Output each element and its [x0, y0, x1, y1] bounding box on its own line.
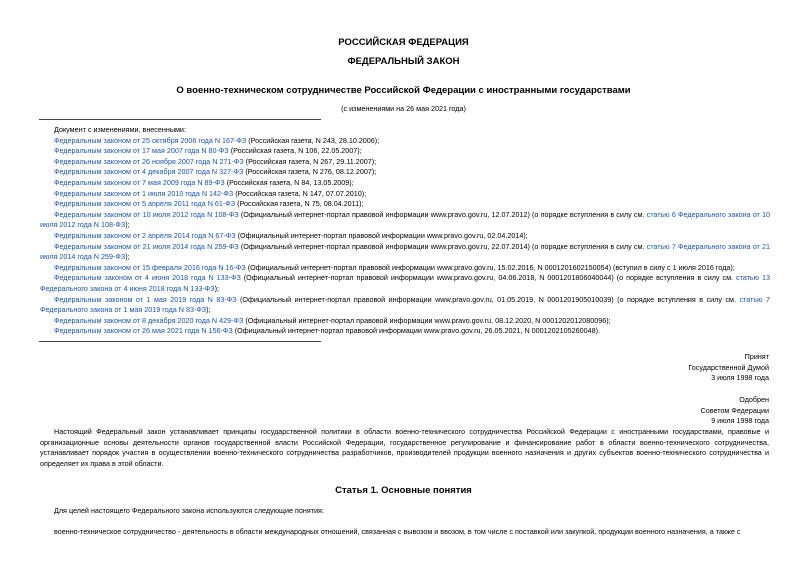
- amendment-link[interactable]: Федеральным законом от 7 мая 2009 года N 89-ФЗ: [54, 177, 225, 187]
- amendment-link[interactable]: Федеральным законом от 4 июня 2018 года N 133-ФЗ: [54, 273, 241, 283]
- amendment-link[interactable]: Федеральным законом от 26 ноября 2007 года N 271-ФЗ: [54, 156, 244, 166]
- law-type-heading: ФЕДЕРАЛЬНЫЙ ЗАКОН: [347, 56, 460, 67]
- amendment-source: (Российская газета, N 84, 13.05.2009);: [224, 177, 354, 187]
- changes-intro: Документ с изменениями, внесенными:: [54, 125, 186, 134]
- amendment-link[interactable]: Федеральным законом от 25 октября 2006 года N 167-ФЗ: [54, 135, 247, 145]
- approved-date: 9 июля 1998 года: [711, 416, 769, 426]
- article-ref-link[interactable]: статью 7 Федерального закона от 1 мая 2019 года N 83-ФЗ: [40, 294, 770, 315]
- amendment-source: (Официальный интернет-портал правовой информации www.pravo.gov.ru, 15.02.2016, N 0001201602150054) (вступил в силу с 1 июля 2016 года);: [245, 262, 735, 272]
- change-item: [40, 167, 770, 178]
- amendment-source: (Российская газета, N 267, 29.11.2007);: [243, 156, 377, 166]
- change-item: [40, 326, 770, 337]
- change-item: [40, 316, 770, 327]
- amendment-source: (Российская газета, N 276, 08.12.2007);: [243, 167, 377, 177]
- amendment-source: (Российская газета, N 106, 22.05.2007);: [228, 146, 362, 156]
- amendment-source: (Официальный интернет-портал правовой информации www.pravo.gov.ru, 08.12.2020, N 0001202012080096);: [243, 315, 611, 325]
- article-paragraph-1: Для целей настоящего Федерального закона используются следующие понятия:: [54, 506, 324, 515]
- amendment-link[interactable]: Федеральным законом от 8 декабря 2020 года N 429-ФЗ: [54, 315, 244, 325]
- change-item: [40, 178, 770, 189]
- adoption-duma: [688, 352, 769, 384]
- amendment-source: (Российская газета, N 243, 28.10.2006);: [246, 135, 380, 145]
- amendment-source: (Официальный интернет-портал правовой информации www.pravo.gov.ru, 12.07.2012) (о порядке вступления в силу см.: [238, 209, 647, 219]
- amendment-link[interactable]: Федеральным законом от 26 мая 2021 года N 156-ФЗ: [54, 326, 233, 336]
- approved-label: Одобрен: [739, 395, 769, 404]
- amendment-source: (Российская газета, N 147, 07.07.2010);: [233, 188, 367, 198]
- amendment-link[interactable]: Федеральным законом от 15 февраля 2016 года N 16-ФЗ: [54, 262, 246, 272]
- change-item: [40, 199, 770, 210]
- amendment-tail: );: [214, 283, 219, 293]
- amendment-tail: );: [125, 220, 130, 230]
- amendment-tail: );: [125, 252, 130, 262]
- change-item: [40, 189, 770, 200]
- document-title: О военно-техническом сотрудничестве Российской Федерации с иностранными государствами: [176, 85, 631, 96]
- article-heading: Статья 1. Основные понятия: [335, 485, 472, 496]
- bottom-divider: [39, 341, 321, 342]
- adopted-date: 3 июля 1998 года: [711, 373, 769, 383]
- article-ref-link[interactable]: статью 6 Федерального закона от 10 июля 2012 года N 108-ФЗ: [40, 209, 770, 230]
- amendment-link[interactable]: Федеральным законом от 5 апреля 2011 года N 61-ФЗ: [54, 199, 236, 209]
- amendment-link[interactable]: Федеральным законом от 1 июля 2010 года N 142-ФЗ: [54, 188, 234, 198]
- country-heading: РОССИЙСКАЯ ФЕДЕРАЦИЯ: [338, 37, 469, 48]
- amendment-source: (Официальный интернет-портал правовой информации www.pravo.gov.ru, 26.05.2021, N 0001202105260048).: [232, 326, 601, 336]
- amendment-link[interactable]: Федеральным законом от 17 мая 2007 года N 80-ФЗ: [54, 146, 229, 156]
- preamble-paragraph: Настоящий Федеральный закон устанавливает принципы государственной политики в области военно-технического сотрудничества Российской Федерации с иностранными государствами, правовые и организационные основы деятельности органов государственной власти Российской Федерации, государственное регулирование и финансирование работ в области военно-технического сотрудничества, устанавливает порядок участия в осуществлении военно-технического сотрудничества разработчиков, производителей продукции военного назначения и других субъектов военно-технического сотрудничества и определяет их права в этой области.: [40, 427, 769, 468]
- change-item: [40, 263, 770, 274]
- adopted-by: Государственной Думой: [688, 362, 769, 372]
- amendment-tail: );: [206, 305, 211, 315]
- article-ref-link[interactable]: статью 7 Федерального закона от 21 июля 2014 года N 259-ФЗ: [40, 241, 770, 262]
- change-item: [40, 242, 770, 263]
- article-ref-link[interactable]: статью 13 Федерального закона от 4 июня 2018 года N 133-ФЗ: [40, 273, 770, 293]
- change-item: [40, 210, 770, 231]
- adoption-council: [701, 395, 769, 427]
- approved-by: Советом Федерации: [700, 405, 769, 415]
- article-paragraph-2: военно-техническое сотрудничество - деятельность в области международных отношений, связанная с вывозом и ввозом, в том числе с поставкой или закупкой, продукции военного назначения, а также с: [54, 527, 741, 536]
- change-item: [40, 146, 770, 157]
- top-divider: [39, 119, 321, 120]
- amendment-source: (Официальный интернет-портал правовой информации www.pravo.gov.ru, 01.05.2019, N 0001201905010039) (о порядке вступления в силу см.: [236, 294, 740, 304]
- change-item: [40, 273, 770, 294]
- amendment-source: (Российская газета, N 75, 08.04.2011);: [235, 199, 364, 209]
- amendment-source: (Официальный интернет-портал правовой информации www.pravo.gov.ru, 02.04.2014);: [235, 230, 528, 240]
- amendment-source: (Официальный интернет-портал правовой информации www.pravo.gov.ru, 04.06.2018, N 0001201806040044) (о порядке вступления в силу см.: [240, 273, 736, 283]
- changes-list: [40, 125, 770, 337]
- amendment-source: (Официальный интернет-портал правовой информации www.pravo.gov.ru, 22.07.2014) (о порядке вступления в силу см.: [238, 241, 647, 251]
- amendment-link[interactable]: Федеральным законом от 4 декабря 2007 года N 327-ФЗ: [54, 167, 244, 177]
- amendment-link[interactable]: Федеральным законом от 1 мая 2019 года N 83-ФЗ: [54, 294, 237, 304]
- amendment-link[interactable]: Федеральным законом от 10 июля 2012 года N 108-ФЗ: [54, 209, 239, 219]
- amendment-link[interactable]: Федеральным законом от 21 июля 2014 года N 259-ФЗ: [54, 241, 239, 251]
- edition-note: (с изменениями на 26 мая 2021 года): [341, 104, 466, 113]
- change-item: [40, 157, 770, 168]
- adopted-label: Принят: [744, 352, 769, 361]
- change-item: [40, 136, 770, 147]
- change-item: [40, 295, 770, 316]
- change-item: [40, 231, 770, 242]
- amendment-link[interactable]: Федеральным законом от 2 апреля 2014 года N 67-ФЗ: [54, 230, 236, 240]
